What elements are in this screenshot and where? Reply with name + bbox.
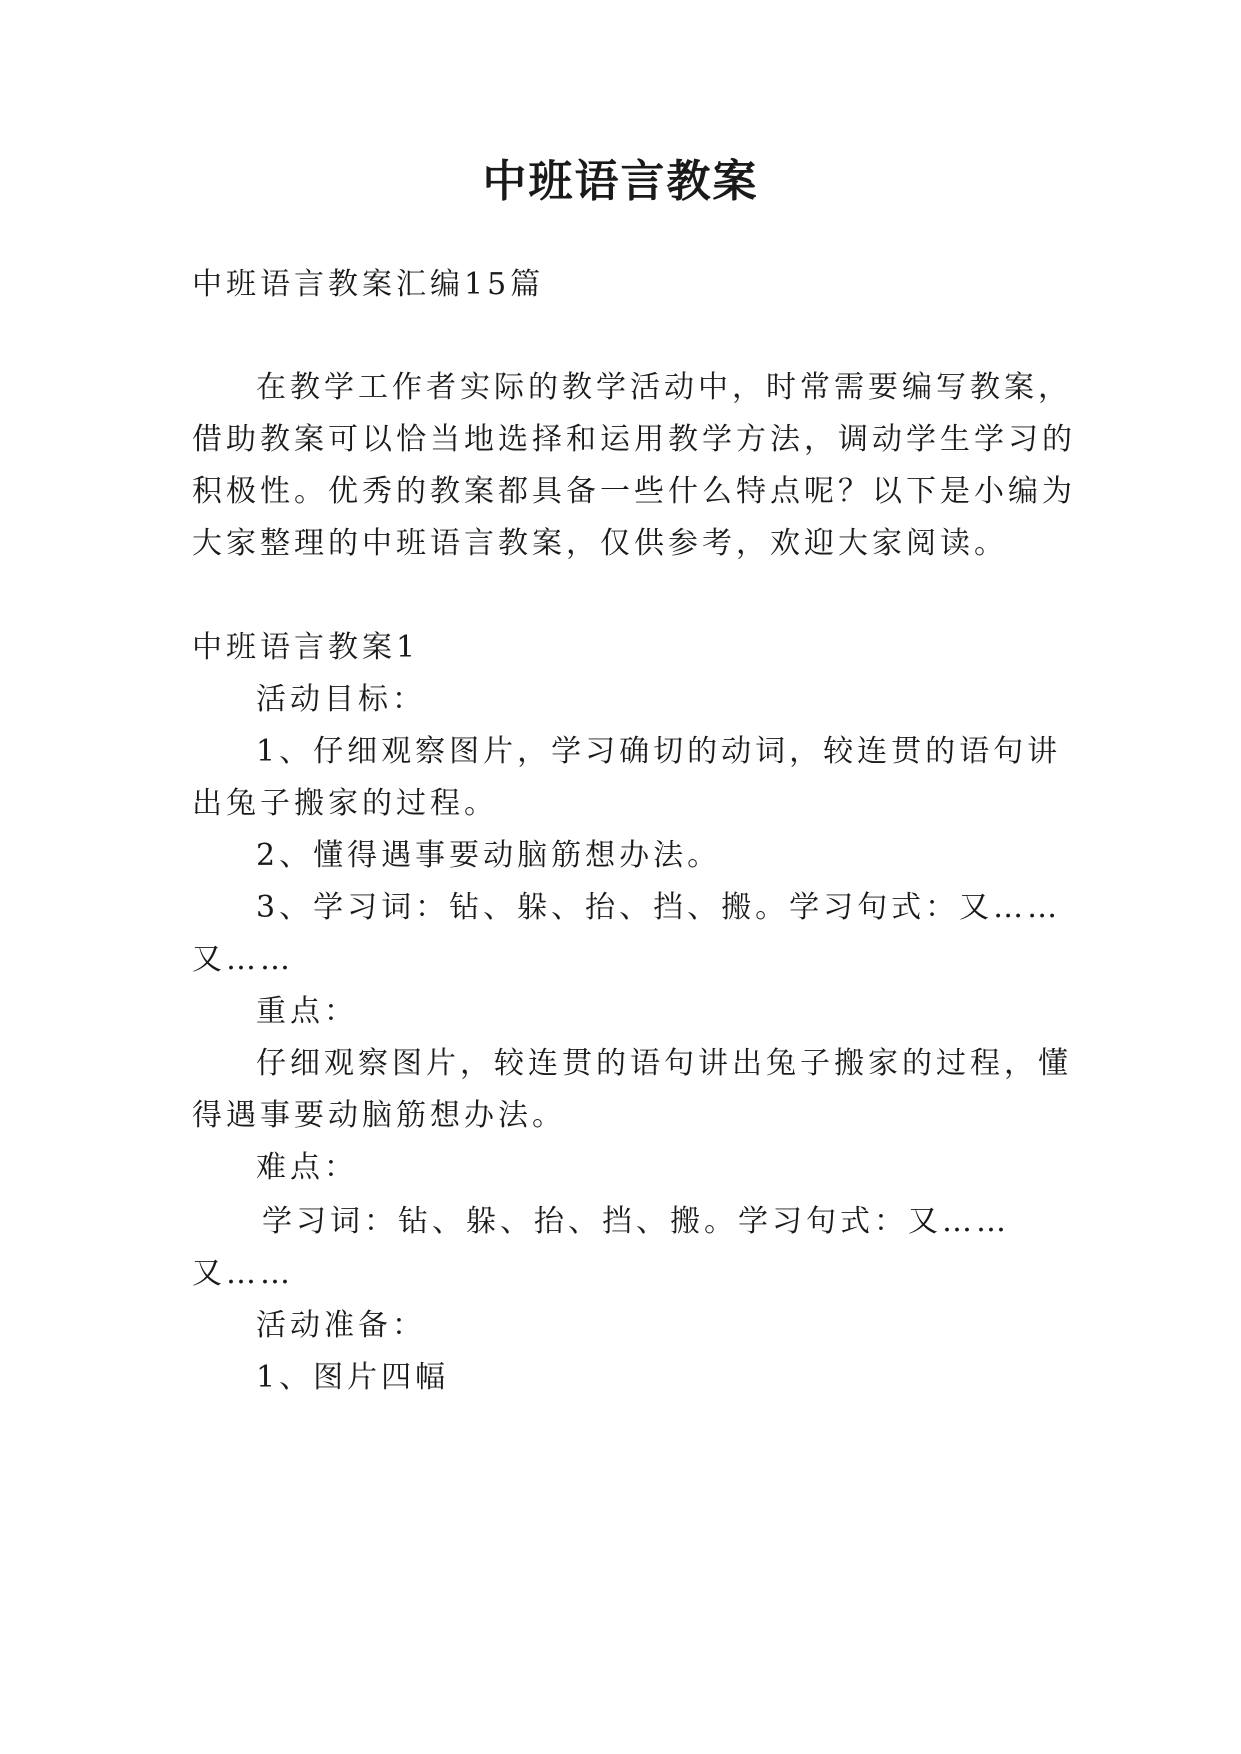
goal-2: 2、懂得遇事要动脑筋想办法。	[256, 838, 722, 873]
goal-3-line-2: 又……	[192, 942, 294, 977]
document-title: 中班语言教案	[482, 156, 759, 207]
intro-line-1: 在教学工作者实际的教学活动中，时常需要编写教案，	[256, 370, 1072, 405]
goal-1-line-1: 1、仔细观察图片，学习确切的动词，较连贯的语句讲	[256, 734, 1062, 769]
difficulty-line-1: 学习词：钻、躲、抬、挡、搬。学习句式：又……	[262, 1204, 1010, 1239]
prep-label: 活动准备：	[256, 1308, 426, 1343]
goal-1-line-2: 出兔子搬家的过程。	[192, 786, 498, 821]
goal-3-line-1: 3、学习词：钻、躲、抬、挡、搬。学习句式：又……	[256, 890, 1062, 925]
intro-line-4: 大家整理的中班语言教案，仅供参考，欢迎大家阅读。	[192, 526, 1008, 561]
key-line-2: 得遇事要动脑筋想办法。	[192, 1098, 566, 1133]
section-heading: 中班语言教案1	[192, 630, 420, 665]
intro-line-3: 积极性。优秀的教案都具备一些什么特点呢？以下是小编为	[192, 474, 1076, 509]
goals-label: 活动目标：	[256, 682, 426, 717]
difficulty-line-2: 又……	[192, 1256, 294, 1291]
document-subtitle: 中班语言教案汇编15篇	[192, 267, 545, 302]
key-label: 重点：	[256, 994, 358, 1029]
prep-item-1: 1、图片四幅	[256, 1360, 450, 1395]
key-line-1: 仔细观察图片，较连贯的语句讲出兔子搬家的过程，懂	[256, 1046, 1072, 1081]
intro-line-2: 借助教案可以恰当地选择和运用教学方法，调动学生学习的	[192, 422, 1076, 457]
difficulty-label: 难点：	[256, 1150, 358, 1185]
